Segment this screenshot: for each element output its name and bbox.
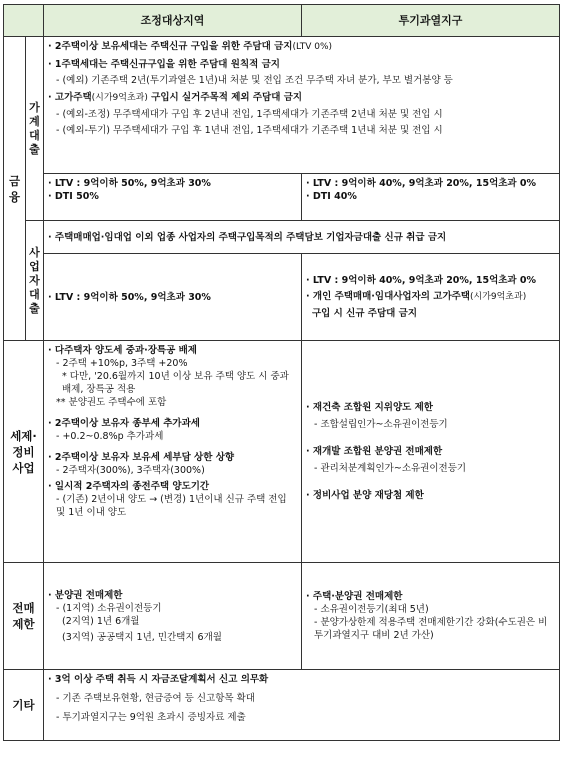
subcategory-business-loan: 사업자대출 [26,221,44,341]
category-resale-restriction: 전매제한 [4,563,44,670]
business-ltv-adjusted: · LTV : 9억이하 50%, 9억초과 30% [44,254,302,341]
tax-item: · 재개발 조합원 분양권 전매제한 [306,446,443,457]
business-ltv-speculation [302,254,560,341]
resale-subitem: - 소유권이전등기(최대 5년) [314,604,429,615]
household-loan-rules [44,37,560,174]
dti-line: · DTI 50% [48,191,99,202]
tax-item: · 정비사업 분양 재당첨 제한 [306,490,424,501]
tax-subitem: - 2주택 +10%p, 3주택 +20% [56,358,188,369]
rule-luxury-home: · 고가주택(시가9억초과) 구입시 실거주목적 제외 주담대 금지 [48,92,303,103]
resale-item: · 주택·분양권 전매제한 [306,591,403,602]
category-etc: 기타 [4,670,44,741]
resale-subitem: (2지역) 1년 6개월 [62,615,140,627]
header-blank [4,5,44,37]
etc-subitem: - 기존 주택보유현황, 현금증여 등 신고항목 확대 [56,693,255,704]
header-speculation-area: 투기과열지구 [302,5,560,37]
resale-subitem: - 분양가상한제 적용주택 전매제한기간 강화(수도권은 비투기과열지구 대비 2년 가산) [314,617,548,641]
tax-item: · 2주택이상 보유자 종부세 추가과세 [48,418,200,429]
household-ltv-adjusted [44,174,302,221]
finance-household-ltv-row [4,174,560,221]
tax-adjusted [44,341,302,563]
resale-speculation [302,563,560,670]
rule-one-home: · 1주택세대는 주택신규구입을 위한 주담대 원칙적 금지 [48,59,280,70]
tax-subitem: - 2주택자(300%), 3주택자(300%) [56,465,205,476]
category-finance: 금융 [4,37,26,341]
business-luxury-line: · 개인 주택매매·임대사업자의 고가주택(시가9억초과) [306,291,527,302]
etc-row [4,670,560,741]
resale-item: · 분양권 전매제한 [48,589,123,601]
tax-item: · 2주택이상 보유자 보유세 세부담 상한 상향 [48,452,235,463]
finance-household-row [4,37,560,174]
tax-row [4,341,560,563]
resale-row [4,563,560,670]
ltv-line: · LTV : 9억이하 40%, 9억초과 20%, 15억초과 0% [306,178,537,189]
regulation-table [3,4,560,741]
etc-item: · 3억 이상 주택 취득 시 자금조달계획서 신고 의무화 [48,674,269,685]
tax-item: · 일시적 2주택자의 종전주택 양도기간 [48,481,210,492]
tax-subitem: - (기존) 2년이내 양도 → (변경) 1년이내 신규 주택 전입 및 1년 이내 양도 [56,494,287,518]
tax-note: * 다만, '20.6월까지 10년 이상 보유 주택 양도 시 중과 배제, 장특공 적용 [62,371,289,395]
tax-note: ** 분양권도 주택수에 포함 [56,397,167,408]
category-tax-redevelopment: 세제·정비사업 [4,341,44,563]
finance-business-row [4,221,560,254]
rule-one-home-exception: - (예외) 기존주택 2년(투기과열은 1년)내 처분 및 전입 조건 무주택 자녀 분가, 부모 별거봉양 등 [56,75,453,86]
rule-luxury-exception-speculation: - (예외-투기) 무주택세대가 구입 후 1년내 전입, 1주택세대가 기존주택 1년내 처분 및 전입 시 [56,125,443,136]
etc-rules [44,670,560,741]
dti-line: · DTI 40% [306,191,357,202]
finance-business-ltv-row [4,254,560,341]
household-ltv-speculation [302,174,560,221]
resale-subitem: (3지역) 공공택지 1년, 민간택지 6개월 [62,631,222,643]
tax-item: · 재건축 조합원 지위양도 제한 [306,402,433,413]
tax-speculation [302,341,560,563]
resale-adjusted [44,563,302,670]
rule-luxury-exception-adjusted: - (예외-조정) 무주택세대가 구입 후 2년내 전입, 1주택세대가 기존주택 2년내 처분 및 전입 시 [56,109,443,120]
tax-subitem: - 관리처분계획인가~소유권이전등기 [314,463,467,474]
business-luxury-line-2: 구입 시 신규 주담대 금지 [312,308,417,319]
resale-subitem: - (1지역) 소유권이전등기 [56,602,162,614]
rule-multi-home: · 2주택이상 보유세대는 주택신규 구입을 위한 주담대 금지(LTV 0%) [48,41,333,52]
header-row [4,5,560,37]
tax-subitem: - 조합설립인가~소유권이전등기 [314,419,448,430]
header-adjusted-area: 조정대상지역 [44,5,302,37]
tax-item: · 다주택자 양도세 중과·장특공 배제 [48,345,197,356]
etc-subitem: - 투기과열지구는 9억원 초과시 증빙자료 제출 [56,712,246,723]
subcategory-household-loan: 가계대출 [26,37,44,221]
ltv-line: · LTV : 9억이하 50%, 9억초과 30% [48,178,211,189]
business-loan-rule: · 주택매매업·임대업 이외 업종 사업자의 주택구입목적의 주택담보 기업자금대출 신규 취급 금지 [44,221,560,254]
ltv-line: · LTV : 9억이하 40%, 9억초과 20%, 15억초과 0% [306,275,537,286]
tax-subitem: - +0.2~0.8%p 추가과세 [56,431,164,442]
